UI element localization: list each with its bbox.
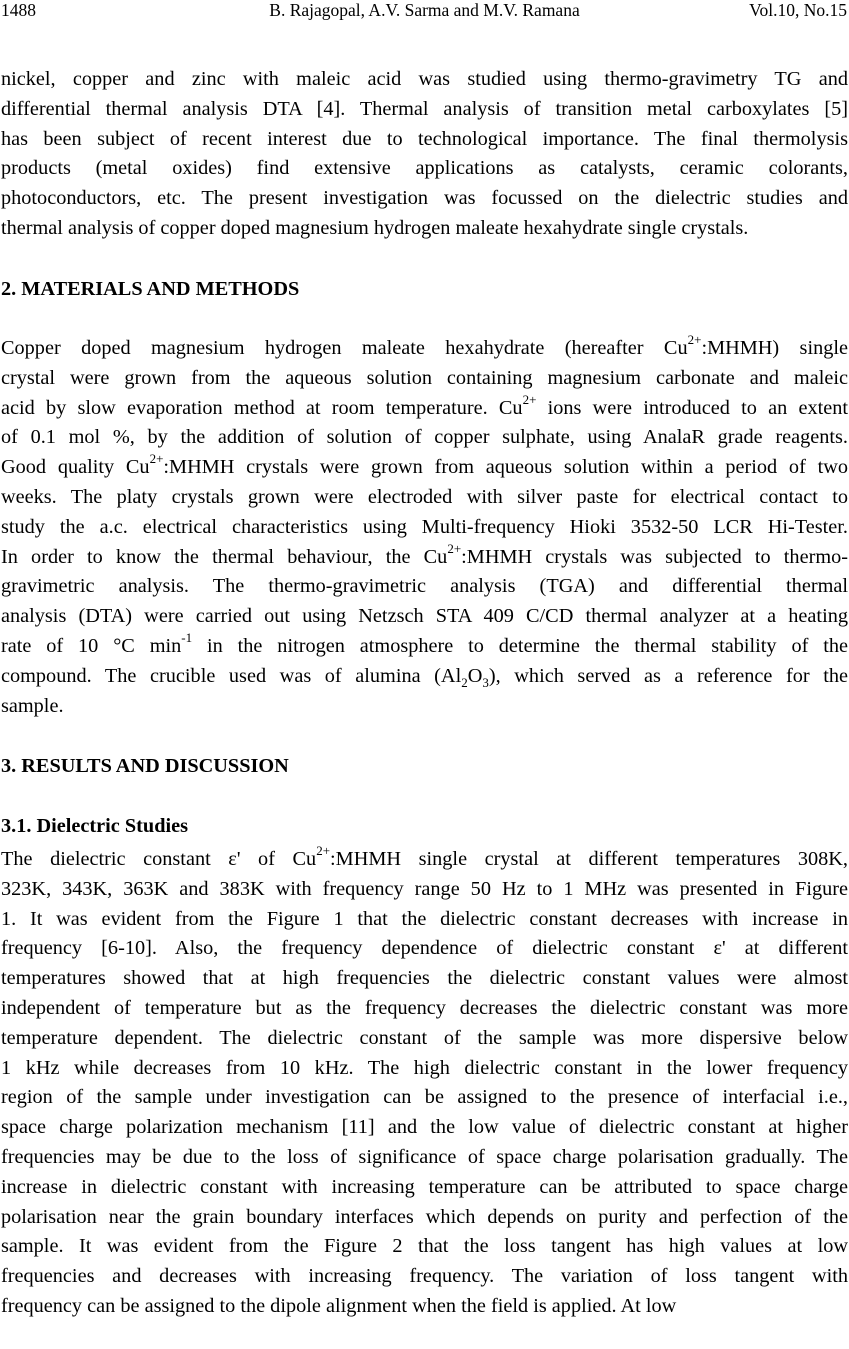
text-line <box>1 540 848 573</box>
text-line <box>1 391 849 424</box>
text-line <box>1 334 848 364</box>
materials-methods-paragraph <box>1 334 848 721</box>
text-line <box>1 845 848 875</box>
text-line <box>1 1083 848 1113</box>
text-segment: sample. <box>1 694 64 717</box>
subsection-heading-dielectric-studies: 3.1. Dielectric Studies <box>1 815 188 837</box>
text-line <box>1 483 848 513</box>
superscript: 2+ <box>522 391 537 407</box>
text-segment: In order to know the thermal behaviour, the Cu <box>1 545 448 568</box>
superscript: 2+ <box>447 540 462 556</box>
text-segment: gravimetric analysis. The thermo-gravimetric analysis (TGA) and differential thermal <box>1 575 848 598</box>
text-segment: rate of 10 °C min <box>1 634 182 657</box>
journal-volume: Vol.10, No.15 <box>749 0 847 20</box>
section-heading-materials-methods: 2. MATERIALS AND METHODS <box>1 278 300 300</box>
text-line: has been subject of recent interest due to technological importance. The final thermolysis <box>1 127 848 150</box>
text-line: differential thermal analysis DTA [4]. Thermal analysis of transition metal carboxylates [5] <box>1 97 848 120</box>
text-segment: frequencies may be due to the loss of significance of space charge polarisation gradually. The <box>1 1145 848 1168</box>
page-number: 1488 <box>1 0 36 20</box>
running-head-authors: B. Rajagopal, A.V. Sarma and M.V. Ramana <box>269 0 580 20</box>
text-segment: 1. It was evident from the Figure 1 that the dielectric constant decreases with increase in <box>1 907 848 930</box>
text-segment: study the a.c. electrical characteristics using Multi-frequency Hioki 3532-50 LCR Hi-Tester. <box>1 515 848 538</box>
text-segment: increase in dielectric constant with increasing temperature can be attributed to space charge <box>1 1175 848 1198</box>
text-segment: Copper doped magnesium hydrogen maleate hexahydrate (hereafter Cu <box>1 337 688 359</box>
text-line <box>1 934 848 964</box>
subscript: 3 <box>482 674 489 690</box>
text-segment: 323K, 343K, 363K and 383K with frequency range 50 Hz to 1 MHz was presented in Figure <box>1 877 848 900</box>
text-line <box>1 572 848 602</box>
text-segment: O <box>467 664 483 687</box>
text-segment: :MHMH single crystal at different temperatures 308K, <box>330 848 848 870</box>
text-line <box>1 1054 848 1084</box>
text-segment: frequency [6-10]. Also, the frequency dependence of dielectric constant ε' at different <box>1 937 848 960</box>
text-segment: Good quality Cu <box>1 456 150 479</box>
text-segment: weeks. The platy crystals grown were electroded with silver paste for electrical contact to <box>1 485 848 508</box>
text-segment: sample. It was evident from the Figure 2 that the loss tangent has high values at low <box>1 1235 848 1258</box>
text-segment: polarisation near the grain boundary interfaces which depends on purity and perfection of the <box>1 1205 848 1228</box>
text-segment: :MHMH crystals was subjected to thermo- <box>461 545 848 568</box>
text-line <box>1 632 848 662</box>
text-line <box>1 905 848 935</box>
text-line <box>1 423 848 453</box>
superscript: 2+ <box>149 451 164 467</box>
text-line <box>1 364 848 394</box>
text-segment: frequency can be assigned to the dipole alignment when the field is applied. At low <box>1 1294 677 1317</box>
intro-paragraph <box>1 65 848 244</box>
text-line <box>1 453 848 483</box>
text-segment: analysis (DTA) were carried out using Netzsch STA 409 C/CD thermal analyzer at a heating <box>1 605 848 628</box>
text-line <box>1 1203 848 1233</box>
text-line <box>1 1024 848 1054</box>
text-line <box>1 964 848 994</box>
text-line: nickel, copper and zinc with maleic acid was studied using thermo-gravimetry TG and <box>1 68 848 90</box>
text-line <box>1 1232 848 1262</box>
text-segment: crystal were grown from the aqueous solution containing magnesium carbonate and maleic <box>1 366 848 389</box>
text-segment: temperatures showed that at high frequencies the dielectric constant values were almost <box>1 967 848 990</box>
text-segment: temperature dependent. The dielectric constant of the sample was more dispersive below <box>1 1026 848 1049</box>
text-line: thermal analysis of copper doped magnesium hydrogen maleate hexahydrate single crystals. <box>1 216 749 239</box>
subscript: 2 <box>461 674 468 690</box>
superscript: 2+ <box>316 843 331 859</box>
text-line <box>1 1292 848 1322</box>
text-segment: of 0.1 mol %, by the addition of solution of copper sulphate, using AnalaR grade reagents. <box>1 426 848 449</box>
superscript: -1 <box>181 630 193 646</box>
section-heading-results-discussion: 3. RESULTS AND DISCUSSION <box>1 755 289 777</box>
text-line <box>1 662 848 692</box>
text-segment: :MHMH crystals were grown from aqueous solution within a period of two <box>163 456 848 479</box>
text-segment: acid by slow evaporation method at room temperature. Cu <box>1 396 523 419</box>
text-segment: :MHMH) single <box>701 337 849 359</box>
text-line <box>1 692 848 722</box>
text-segment: in the nitrogen atmosphere to determine the thermal stability of the <box>192 634 849 657</box>
text-line <box>1 875 848 905</box>
text-segment: independent of temperature but as the frequency decreases the dielectric constant was more <box>1 996 848 1019</box>
text-segment: space charge polarization mechanism [11] and the low value of dielectric constant at higher <box>1 1116 848 1139</box>
text-segment: region of the sample under investigation can be assigned to the presence of interfacial i.e., <box>1 1086 848 1109</box>
text-segment: frequencies and decreases with increasing frequency. The variation of loss tangent with <box>1 1265 848 1288</box>
text-line: photoconductors, etc. The present investigation was focussed on the dielectric studies and <box>1 187 848 210</box>
text-line <box>1 994 848 1024</box>
text-segment: 1 kHz while decreases from 10 kHz. The high dielectric constant in the lower frequency <box>1 1056 848 1079</box>
text-line <box>1 1262 848 1292</box>
dielectric-studies-paragraph <box>1 845 848 1322</box>
running-head <box>0 0 849 22</box>
text-segment: The dielectric constant ε' of Cu <box>1 848 317 870</box>
text-segment: ), which served as a reference for the <box>488 664 848 687</box>
text-line <box>1 1143 848 1173</box>
text-line: products (metal oxides) find extensive applications as catalysts, ceramic colorants, <box>1 157 848 180</box>
superscript: 2+ <box>687 332 702 348</box>
text-line <box>1 1113 848 1143</box>
text-line <box>1 602 848 632</box>
text-line <box>1 1173 848 1203</box>
text-segment: compound. The crucible used was of alumina (Al <box>1 664 462 687</box>
text-line <box>1 513 848 543</box>
text-segment: ions were introduced to an extent <box>536 396 849 419</box>
